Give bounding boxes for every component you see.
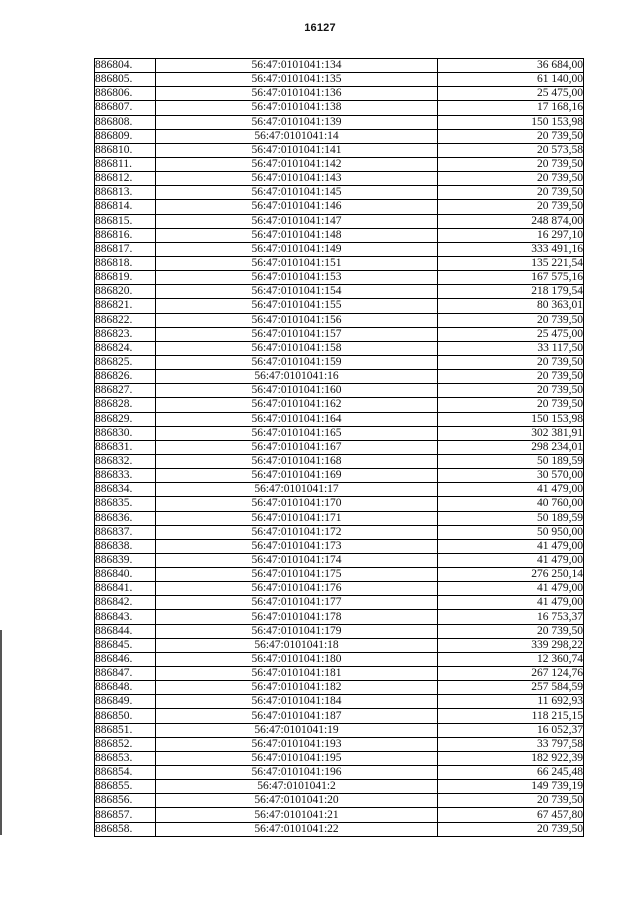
row-number-cell: 886847. [95,667,156,681]
cadastral-number-cell: 56:47:0101041:193 [156,737,438,751]
cadastral-value-cell: 150 153,98 [438,115,584,129]
cadastral-number-cell: 56:47:0101041:154 [156,285,438,299]
row-number-cell: 886856. [95,794,156,808]
cadastral-value-cell: 20 739,50 [438,157,584,171]
cadastral-number-cell: 56:47:0101041:177 [156,596,438,610]
table-row [95,808,584,822]
cadastral-value-cell: 41 479,00 [438,582,584,596]
cadastral-value-cell: 20 739,50 [438,794,584,808]
cadastral-value-cell: 135 221,54 [438,256,584,270]
row-number-cell: 886813. [95,186,156,200]
table-row [95,214,584,228]
cadastral-value-cell: 50 189,59 [438,511,584,525]
table-row [95,582,584,596]
row-number-cell: 886833. [95,469,156,483]
row-number-cell: 886814. [95,200,156,214]
cadastral-value-cell: 33 797,58 [438,737,584,751]
cadastral-number-cell: 56:47:0101041:134 [156,59,438,73]
row-number-cell: 886824. [95,341,156,355]
table-row [95,143,584,157]
cadastral-value-cell: 20 739,50 [438,313,584,327]
row-number-cell: 886829. [95,412,156,426]
row-number-cell: 886839. [95,553,156,567]
table-row [95,384,584,398]
table-row [95,511,584,525]
table-row [95,624,584,638]
table-row [95,638,584,652]
cadastral-number-cell: 56:47:0101041:146 [156,200,438,214]
scan-edge-mark [0,630,2,835]
row-number-cell: 886809. [95,129,156,143]
cadastral-value-cell: 41 479,00 [438,539,584,553]
row-number-cell: 886849. [95,695,156,709]
table-row [95,327,584,341]
row-number-cell: 886835. [95,497,156,511]
registry-table [94,58,584,837]
cadastral-number-cell: 56:47:0101041:180 [156,652,438,666]
table-row [95,426,584,440]
cadastral-value-cell: 149 739,19 [438,780,584,794]
row-number-cell: 886805. [95,73,156,87]
row-number-cell: 886804. [95,59,156,73]
cadastral-value-cell: 182 922,39 [438,751,584,765]
cadastral-value-cell: 302 381,91 [438,426,584,440]
table-row [95,313,584,327]
row-number-cell: 886821. [95,299,156,313]
row-number-cell: 886853. [95,751,156,765]
cadastral-value-cell: 20 739,50 [438,398,584,412]
row-number-cell: 886846. [95,652,156,666]
row-number-cell: 886834. [95,483,156,497]
cadastral-value-cell: 41 479,00 [438,596,584,610]
cadastral-value-cell: 50 950,00 [438,525,584,539]
cadastral-number-cell: 56:47:0101041:164 [156,412,438,426]
page-number: 16127 [304,22,336,34]
row-number-cell: 886832. [95,454,156,468]
cadastral-value-cell: 20 739,50 [438,822,584,836]
cadastral-number-cell: 56:47:0101041:147 [156,214,438,228]
cadastral-value-cell: 50 189,59 [438,454,584,468]
cadastral-number-cell: 56:47:0101041:196 [156,766,438,780]
row-number-cell: 886816. [95,228,156,242]
cadastral-number-cell: 56:47:0101041:168 [156,454,438,468]
table-row [95,568,584,582]
cadastral-value-cell: 276 250,14 [438,568,584,582]
cadastral-number-cell: 56:47:0101041:22 [156,822,438,836]
table-row [95,87,584,101]
cadastral-number-cell: 56:47:0101041:160 [156,384,438,398]
cadastral-value-cell: 150 153,98 [438,412,584,426]
cadastral-number-cell: 56:47:0101041:175 [156,568,438,582]
cadastral-value-cell: 298 234,01 [438,440,584,454]
cadastral-value-cell: 20 739,50 [438,370,584,384]
cadastral-value-cell: 61 140,00 [438,73,584,87]
row-number-cell: 886838. [95,539,156,553]
cadastral-number-cell: 56:47:0101041:184 [156,695,438,709]
row-number-cell: 886820. [95,285,156,299]
table-row [95,299,584,313]
table-row [95,596,584,610]
row-number-cell: 886810. [95,143,156,157]
cadastral-number-cell: 56:47:0101041:2 [156,780,438,794]
cadastral-number-cell: 56:47:0101041:178 [156,610,438,624]
registry-table-body [95,59,584,837]
cadastral-value-cell: 20 739,50 [438,129,584,143]
cadastral-value-cell: 67 457,80 [438,808,584,822]
cadastral-number-cell: 56:47:0101041:143 [156,172,438,186]
row-number-cell: 886811. [95,157,156,171]
cadastral-value-cell: 257 584,59 [438,681,584,695]
row-number-cell: 886812. [95,172,156,186]
table-row [95,73,584,87]
row-number-cell: 886828. [95,398,156,412]
table-row [95,228,584,242]
cadastral-value-cell: 40 760,00 [438,497,584,511]
cadastral-value-cell: 25 475,00 [438,327,584,341]
cadastral-value-cell: 17 168,16 [438,101,584,115]
cadastral-value-cell: 25 475,00 [438,87,584,101]
table-row [95,115,584,129]
table-row [95,398,584,412]
cadastral-value-cell: 33 117,50 [438,341,584,355]
cadastral-value-cell: 20 739,50 [438,384,584,398]
cadastral-number-cell: 56:47:0101041:159 [156,355,438,369]
row-number-cell: 886806. [95,87,156,101]
row-number-cell: 886845. [95,638,156,652]
cadastral-number-cell: 56:47:0101041:176 [156,582,438,596]
cadastral-number-cell: 56:47:0101041:141 [156,143,438,157]
cadastral-value-cell: 41 479,00 [438,553,584,567]
table-row [95,101,584,115]
row-number-cell: 886841. [95,582,156,596]
table-row [95,157,584,171]
cadastral-value-cell: 12 360,74 [438,652,584,666]
table-row [95,695,584,709]
cadastral-value-cell: 20 739,50 [438,172,584,186]
cadastral-number-cell: 56:47:0101041:153 [156,271,438,285]
table-row [95,355,584,369]
table-row [95,723,584,737]
cadastral-number-cell: 56:47:0101041:149 [156,242,438,256]
cadastral-value-cell: 339 298,22 [438,638,584,652]
table-row [95,256,584,270]
cadastral-value-cell: 36 684,00 [438,59,584,73]
cadastral-number-cell: 56:47:0101041:151 [156,256,438,270]
table-row [95,271,584,285]
row-number-cell: 886848. [95,681,156,695]
table-row [95,681,584,695]
row-number-cell: 886852. [95,737,156,751]
cadastral-number-cell: 56:47:0101041:165 [156,426,438,440]
row-number-cell: 886844. [95,624,156,638]
cadastral-number-cell: 56:47:0101041:187 [156,709,438,723]
cadastral-value-cell: 16 297,10 [438,228,584,242]
row-number-cell: 886817. [95,242,156,256]
table-row [95,200,584,214]
cadastral-number-cell: 56:47:0101041:139 [156,115,438,129]
cadastral-value-cell: 16 052,37 [438,723,584,737]
row-number-cell: 886822. [95,313,156,327]
cadastral-value-cell: 20 739,50 [438,624,584,638]
table-row [95,766,584,780]
cadastral-number-cell: 56:47:0101041:145 [156,186,438,200]
cadastral-number-cell: 56:47:0101041:173 [156,539,438,553]
cadastral-value-cell: 167 575,16 [438,271,584,285]
cadastral-value-cell: 20 573,58 [438,143,584,157]
cadastral-number-cell: 56:47:0101041:135 [156,73,438,87]
row-number-cell: 886818. [95,256,156,270]
cadastral-number-cell: 56:47:0101041:19 [156,723,438,737]
table-row [95,186,584,200]
table-row [95,454,584,468]
table-row [95,341,584,355]
cadastral-number-cell: 56:47:0101041:16 [156,370,438,384]
row-number-cell: 886819. [95,271,156,285]
table-row [95,709,584,723]
cadastral-value-cell: 267 124,76 [438,667,584,681]
table-row [95,822,584,836]
row-number-cell: 886855. [95,780,156,794]
cadastral-number-cell: 56:47:0101041:138 [156,101,438,115]
cadastral-value-cell: 20 739,50 [438,200,584,214]
table-row [95,412,584,426]
table-row [95,440,584,454]
table-row [95,285,584,299]
cadastral-number-cell: 56:47:0101041:136 [156,87,438,101]
cadastral-value-cell: 20 739,50 [438,355,584,369]
registry-table-container [94,58,584,837]
cadastral-number-cell: 56:47:0101041:167 [156,440,438,454]
cadastral-number-cell: 56:47:0101041:17 [156,483,438,497]
row-number-cell: 886837. [95,525,156,539]
cadastral-number-cell: 56:47:0101041:169 [156,469,438,483]
table-row [95,553,584,567]
table-row [95,667,584,681]
table-row [95,610,584,624]
cadastral-number-cell: 56:47:0101041:157 [156,327,438,341]
table-row [95,242,584,256]
row-number-cell: 886842. [95,596,156,610]
cadastral-number-cell: 56:47:0101041:172 [156,525,438,539]
row-number-cell: 886854. [95,766,156,780]
table-row [95,370,584,384]
table-row [95,172,584,186]
cadastral-number-cell: 56:47:0101041:174 [156,553,438,567]
cadastral-value-cell: 248 874,00 [438,214,584,228]
table-row [95,129,584,143]
cadastral-number-cell: 56:47:0101041:155 [156,299,438,313]
row-number-cell: 886807. [95,101,156,115]
row-number-cell: 886808. [95,115,156,129]
cadastral-value-cell: 66 245,48 [438,766,584,780]
row-number-cell: 886858. [95,822,156,836]
cadastral-value-cell: 41 479,00 [438,483,584,497]
cadastral-value-cell: 80 363,01 [438,299,584,313]
cadastral-number-cell: 56:47:0101041:156 [156,313,438,327]
row-number-cell: 886850. [95,709,156,723]
row-number-cell: 886823. [95,327,156,341]
cadastral-number-cell: 56:47:0101041:182 [156,681,438,695]
row-number-cell: 886826. [95,370,156,384]
cadastral-number-cell: 56:47:0101041:171 [156,511,438,525]
table-row [95,469,584,483]
table-row [95,497,584,511]
cadastral-number-cell: 56:47:0101041:14 [156,129,438,143]
cadastral-value-cell: 218 179,54 [438,285,584,299]
cadastral-number-cell: 56:47:0101041:18 [156,638,438,652]
cadastral-number-cell: 56:47:0101041:148 [156,228,438,242]
table-row [95,525,584,539]
table-row [95,737,584,751]
cadastral-number-cell: 56:47:0101041:181 [156,667,438,681]
cadastral-number-cell: 56:47:0101041:179 [156,624,438,638]
cadastral-value-cell: 11 692,93 [438,695,584,709]
table-row [95,780,584,794]
row-number-cell: 886857. [95,808,156,822]
table-row [95,483,584,497]
cadastral-number-cell: 56:47:0101041:21 [156,808,438,822]
cadastral-value-cell: 16 753,37 [438,610,584,624]
row-number-cell: 886851. [95,723,156,737]
table-row [95,59,584,73]
cadastral-number-cell: 56:47:0101041:20 [156,794,438,808]
cadastral-value-cell: 118 215,15 [438,709,584,723]
row-number-cell: 886815. [95,214,156,228]
cadastral-value-cell: 333 491,16 [438,242,584,256]
cadastral-number-cell: 56:47:0101041:195 [156,751,438,765]
cadastral-value-cell: 20 739,50 [438,186,584,200]
table-row [95,751,584,765]
row-number-cell: 886827. [95,384,156,398]
table-row [95,539,584,553]
row-number-cell: 886836. [95,511,156,525]
table-row [95,794,584,808]
cadastral-number-cell: 56:47:0101041:142 [156,157,438,171]
row-number-cell: 886830. [95,426,156,440]
row-number-cell: 886840. [95,568,156,582]
row-number-cell: 886843. [95,610,156,624]
cadastral-number-cell: 56:47:0101041:170 [156,497,438,511]
cadastral-number-cell: 56:47:0101041:158 [156,341,438,355]
cadastral-number-cell: 56:47:0101041:162 [156,398,438,412]
table-row [95,652,584,666]
cadastral-value-cell: 30 570,00 [438,469,584,483]
row-number-cell: 886825. [95,355,156,369]
row-number-cell: 886831. [95,440,156,454]
